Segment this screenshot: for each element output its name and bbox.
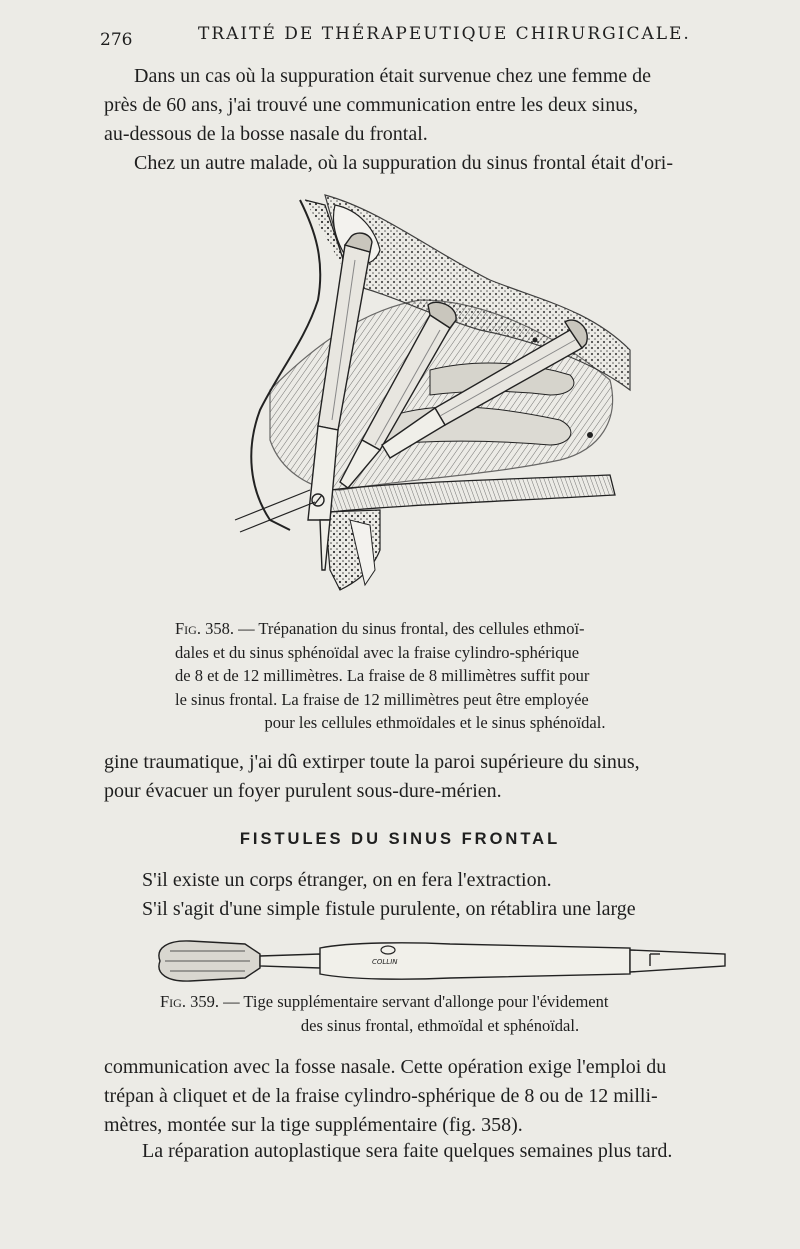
text-line: près de 60 ans, j'ai trouvé une communication entre les deux sinus, (104, 94, 639, 116)
caption-line: le sinus frontal. La fraise de 12 millimètres peut être employée (175, 689, 589, 709)
caption-line: Fig. 359. — Tige supplémentaire servant d'allonge pour l'évidement (160, 992, 609, 1011)
paragraph-5 (104, 895, 770, 924)
caption-line: dales et du sinus sphénoïdal avec la fraise cylindro-sphérique (175, 642, 580, 662)
running-title: TRAITÉ DE THÉRAPEUTIQUE CHIRURGICALE. (198, 24, 691, 44)
paragraph-1 (104, 62, 770, 149)
text-line: pour évacuer un foyer purulent sous-dure-mérien. (104, 780, 502, 802)
text-line: La réparation autoplastique sera faite quelques semaines plus tard. (142, 1140, 673, 1162)
caption-line: de 8 et de 12 millimètres. La fraise de 8 millimètres suffit pour (175, 666, 590, 685)
paragraph-2 (104, 149, 770, 178)
text-line: trépan à cliquet et de la fraise cylindro-sphérique de 8 ou de 12 milli- (104, 1085, 658, 1107)
caption-line: des sinus frontal, ethmoïdal et sphénoïdal. (300, 1015, 580, 1035)
instrument-engraving: COLLIN (372, 958, 398, 966)
text-line: mètres, montée sur la tige supplémentaire (fig. 358). (104, 1114, 523, 1136)
paragraph-7 (104, 1137, 770, 1166)
text-line: S'il existe un corps étranger, on en fera l'extraction. (142, 869, 552, 891)
figure-label: Fig. 359. (160, 992, 219, 1011)
figure-359-caption (160, 990, 720, 1037)
text-line: S'il s'agit d'une simple fistule purulente, on rétablira une large (142, 898, 636, 920)
paragraph-4 (104, 866, 770, 895)
figure-label: Fig. 358. (175, 619, 234, 638)
text-line: au-dessous de la bosse nasale du frontal. (104, 123, 428, 145)
page-number: 276 (100, 30, 133, 50)
caption-line: Fig. 358. — Trépanation du sinus frontal, des cellules ethmoï- (175, 619, 585, 638)
figure-358-engraving (230, 190, 635, 610)
text-line: communication avec la fosse nasale. Cette opération exige l'emploi du (104, 1056, 667, 1078)
text-line: Dans un cas où la suppuration était survenue chez une femme de (134, 65, 652, 87)
figure-358-caption (175, 617, 695, 735)
text-line: gine traumatique, j'ai dû extirper toute la paroi supérieure du sinus, (104, 751, 640, 773)
figure-359-instrument (150, 936, 730, 986)
caption-line: pour les cellules ethmoïdales et le sinus sphénoïdal. (264, 713, 606, 732)
paragraph-3 (104, 748, 770, 806)
section-title: FISTULES DU SINUS FRONTAL (239, 830, 561, 848)
paragraph-6 (104, 1053, 770, 1140)
text-line: Chez un autre malade, où la suppuration du sinus frontal était d'ori- (134, 152, 674, 174)
